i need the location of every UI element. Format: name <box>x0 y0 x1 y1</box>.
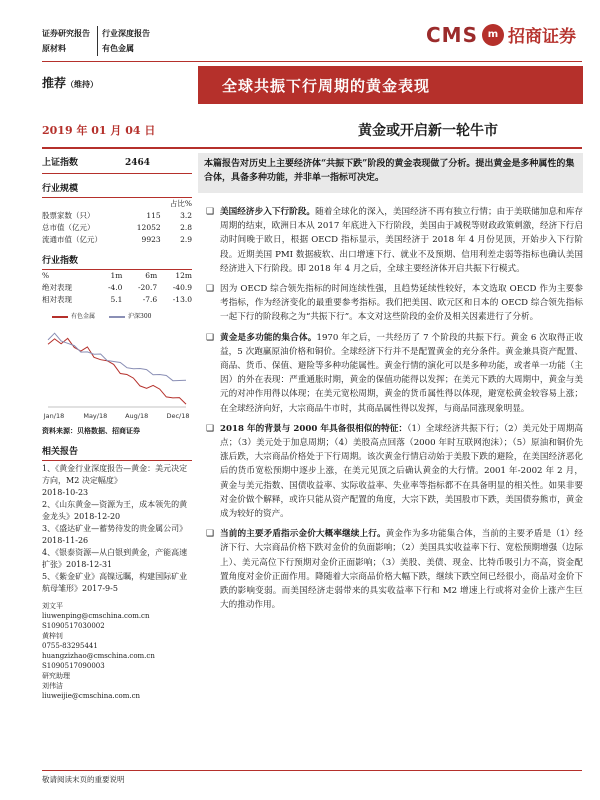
col-header: 1m <box>110 271 123 280</box>
row-value: -13.0 <box>172 295 192 304</box>
summary-box: 本篇报告对历史上主要经济体“共振下跌”阶段的黄金表现做了分析。提出黄金是多种属性的集合体，具备多种功能，并非单一指标可决定。 <box>198 153 583 193</box>
analyst-email[interactable]: liuwenping@cmschina.com.cn <box>42 612 150 620</box>
rating-sub: （维持） <box>66 79 99 89</box>
row-share: 2.9 <box>180 235 192 244</box>
row-value: 9923 <box>141 235 161 244</box>
report-subtype: 行业深度报告 <box>102 28 150 38</box>
col-header: % <box>42 271 50 280</box>
bullet-icon: ❑ <box>206 332 215 343</box>
paragraph-text: 随着全球化的深入，美国经济不再有独立行情；由于美联储加息和库存周期的结束，欧洲日本从 2017 年底进入下行阶段，美国由于减税等财政政策刺激，经济下行启动时间晚于欧日，根据 OECD 指标显示，美国经济于 2018 年 4 月份见顶，开始步入下行阶段。近期美国 PMI 数据疲软、出口增速下行、就业不及预期、信用利差走弱等指标也确认美国经济进入下行阶段。即 2018 年 4 月之后，全球主要经济体开启共振下行模式。 <box>220 207 583 274</box>
chart-legend <box>42 311 192 323</box>
chart-source: 资料来源：贝格数据、招商证券 <box>42 426 140 435</box>
related-report[interactable]: 5、《紫金矿业》高镍远瞩，构建国际矿业航母雏形》2017-9-5 <box>42 572 188 593</box>
x-tick-label: Dec/18 <box>166 412 190 420</box>
row-value: 12052 <box>136 223 161 232</box>
table-row <box>42 294 192 306</box>
table-row <box>42 282 192 294</box>
analyst-phone: 0755-83295441 <box>42 642 98 650</box>
row-value: -4.0 <box>107 283 123 292</box>
report-type: 证券研究报告 <box>42 26 98 41</box>
row-value: 115 <box>146 211 161 220</box>
paragraph <box>206 282 583 325</box>
paragraph-lead: 2018 年的背景与 2000 年具备很相似的特征： <box>220 423 408 434</box>
analyst-email[interactable]: huangzizhao@cmschina.com.cn <box>42 652 155 660</box>
analyst-name: 刘伟洁 <box>42 682 63 690</box>
x-tick-label: May/18 <box>83 412 108 420</box>
title-divider <box>42 147 582 149</box>
perf-title: 行业指数 <box>42 255 192 270</box>
table-row <box>42 234 192 246</box>
row-value: 5.1 <box>110 295 123 304</box>
analyst-cert: S1090517090003 <box>42 662 105 670</box>
index-value: 2464 <box>124 158 150 168</box>
paragraph <box>206 527 583 612</box>
industry-header: 占比% <box>169 199 192 208</box>
paragraph-text: （1）全球经济共振下行；（2）美元处于周期高点；（3）美元处于加息周期；（4）美股高点回落（2000 年时互联网泡沫）；（5）原油和铜价先涨后跌，大宗商品价格处于下行周期。该次黄金行情启动始于美股下跌的避险，在美国经济恶化后的货币宽松预期中逐步上涨，在美元见顶之后确认黄金的大行情。2001 年-2002 年 2 月，黄金与美元指数、国债收益率、实际收益率、失业率等指标都不在具备明显的相关性。如果非要对金价做个解释，或许只能从资产配置的角度，大宗下跌，美国股市下跌，美国债券熊市，黄金成为较好的资产。 <box>220 423 583 520</box>
related-report-date: 2018-10-23 <box>42 488 89 497</box>
related-list <box>42 463 192 595</box>
report-subtitle: 黄金或开启新一轮牛市 <box>358 123 498 139</box>
row-label: 总市值（亿元） <box>42 223 95 232</box>
related-report[interactable]: 2、《山东黄金—资源为王，成本领先的黄金龙头》2018-12-20 <box>42 500 188 521</box>
analyst-name: 黄梓钊 <box>42 632 63 640</box>
row-label: 股票家数（只） <box>42 211 95 220</box>
x-tick-label: Aug/18 <box>125 412 149 420</box>
row-label: 相对表现 <box>42 295 72 304</box>
legend-label: 沪深300 <box>128 313 152 320</box>
legend-item <box>52 311 95 323</box>
paragraph <box>206 205 583 276</box>
paragraph <box>206 422 583 521</box>
industry-table <box>42 198 192 246</box>
report-category <box>42 26 150 56</box>
legend-swatch <box>52 316 68 318</box>
footer-divider <box>42 770 582 771</box>
sub-sector: 有色金属 <box>102 43 134 53</box>
x-tick-label: Jan/18 <box>43 412 65 420</box>
chart-svg <box>42 323 192 423</box>
table-header <box>42 270 192 282</box>
row-label: 流通市值（亿元） <box>42 235 102 244</box>
index-name: 上证指数 <box>42 158 79 168</box>
paragraph-text: 1970 年之后，一共经历了 7 个阶段的共振下行。黄金 6 次取得正收益，5 次跑赢原油价格和铜价。全球经济下行并不是配置黄金的充分条件。黄金兼具资产配置、商品、货币、保值、避险等多种功能属性。黄金行情的演化可以是多种功能，或者单一功能（主因）的外在表现：严重通胀时期，黄金的保值功能得以发挥；在美元下跌的大周期中，黄金与美元的对冲作用得以体现；在美元宽松周期，黄金的货币属性得以体现，避宽松黄金较容易上涨；在全球经济向好，大宗商品牛市时，其商品属性得以发挥，与商品同涨现象明显。 <box>220 332 583 414</box>
row-label: 绝对表现 <box>42 283 72 292</box>
paragraph-lead: 当前的主要矛盾指示金价大概率继续上行。 <box>220 529 386 540</box>
footer-note: 敬请阅读末页的重要说明 <box>42 775 125 784</box>
analyst-name: 刘文平 <box>42 602 63 610</box>
row-share: 3.2 <box>180 211 192 220</box>
col-header: 6m <box>145 271 158 280</box>
analyst-role: 研究助理 <box>42 672 70 680</box>
analyst-cert: S1090517030002 <box>42 622 105 630</box>
bullet-icon: ❑ <box>206 423 215 434</box>
col-header: 12m <box>175 271 192 280</box>
table-row <box>42 222 192 234</box>
legend-label: 有色金属 <box>71 313 96 320</box>
paragraph-lead: 黄金是多功能的集合体。 <box>220 332 317 343</box>
analyst-info <box>42 601 192 701</box>
bullet-icon: ❑ <box>206 207 215 217</box>
sector: 原材料 <box>42 41 98 56</box>
rating <box>42 74 98 91</box>
perf-table <box>42 270 192 306</box>
report-title: 全球共振下行周期的黄金表现 <box>198 66 583 104</box>
logo-chinese: 招商证券 <box>507 27 576 47</box>
row-share: 2.8 <box>180 223 192 232</box>
related-title: 相关报告 <box>42 446 192 461</box>
sidebar <box>42 150 192 701</box>
index-chart <box>42 323 192 423</box>
logo-seal-icon: m <box>482 24 504 46</box>
index-row <box>42 150 192 174</box>
paragraph <box>206 331 583 416</box>
row-value: -20.7 <box>137 283 158 292</box>
paragraph-text: 因为 OECD 综合领先指标的时间连续性强，且趋势延续性较好，本文选取 OECD 作为主要参考指标，作为经济变化的最重要参考指标。我们把美国、欧元区和日本的 OECD 综合领先指标一起下行的阶段称之为“共振下行”。本文对这些阶段的金价及相关因素进行了分析。 <box>220 284 583 323</box>
rating-label: 推荐 <box>42 76 67 90</box>
top-divider <box>42 61 582 62</box>
report-date: 2019 年 01 月 04 日 <box>42 124 156 137</box>
report-body <box>206 205 583 618</box>
company-logo <box>426 22 576 47</box>
row-value: -7.6 <box>142 295 158 304</box>
related-report[interactable]: 3、《盛达矿业—蓄势待发的贵金属公司》2018-11-26 <box>42 524 188 545</box>
table-row <box>42 210 192 222</box>
analyst-email[interactable]: liuweijie@cmschina.com.cn <box>42 692 141 700</box>
bullet-icon: ❑ <box>206 529 215 540</box>
legend-item <box>109 311 151 323</box>
related-report[interactable]: 4、《银泰资源—从白银到黄金，产能高速扩张》2018-12-31 <box>42 548 188 569</box>
row-value: -40.9 <box>172 283 192 292</box>
paragraph-text: 黄金作为多功能集合体，当前的主要矛盾是（1）经济下行、大宗商品价格下跌对金价的负面影响；（2）美国具实收益率下行、宽松预期增强（边际上）、美元高位下行预期对金价正面影响；（3）美股、美债、现金、比特币吸引力不高，资金配置角度对金价正面作用。降随着大宗商品价格大幅下跌，继续下跌空间已经很小，商品对金价下跌的影响变弱。而美国经济走弱带来的具实收益率下行和 M2 增速上行或将对金价上涨产生巨大的推动作用。 <box>220 529 583 611</box>
related-report[interactable]: 1、《黄金行业深度报告—黄金：美元决定方向，M2 决定幅度》 <box>42 464 188 485</box>
series-line-1 <box>48 338 186 404</box>
legend-swatch <box>109 316 125 318</box>
logo-latin: CMS <box>426 22 478 47</box>
bullet-icon: ❑ <box>206 284 215 295</box>
industry-title: 行业规模 <box>42 183 192 198</box>
paragraph-lead: 美国经济步入下行阶段。 <box>220 207 316 217</box>
